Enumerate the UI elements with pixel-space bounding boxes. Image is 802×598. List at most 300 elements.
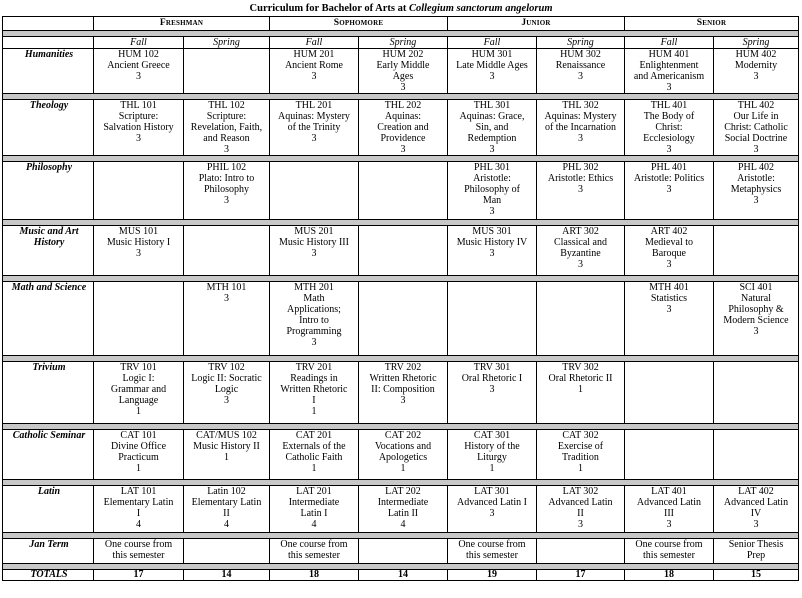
course-line: Senior Thesis [728, 539, 784, 550]
course-line: 3 [400, 144, 406, 155]
course-line: 3 [666, 304, 672, 315]
course-line: THL 101 [120, 100, 157, 111]
course-cell [447, 162, 536, 220]
term-header: Spring [358, 37, 447, 49]
course-cell [184, 162, 270, 220]
course-line: MUS 201 [294, 226, 334, 237]
course-cell [536, 362, 624, 424]
course-line: 1 [136, 406, 142, 417]
course-line: 3 [400, 82, 406, 93]
course-cell [447, 539, 536, 564]
subject-row [3, 162, 799, 220]
course-line: CAT 101 [120, 430, 157, 441]
course-line: THL 202 [384, 100, 422, 111]
course-cell [713, 100, 798, 156]
subject-row [3, 226, 799, 276]
course-line: History of the [464, 441, 520, 452]
course-line: Providence [380, 133, 426, 144]
subject-row [3, 282, 799, 356]
course-line: Tradition [562, 452, 599, 463]
course-line: Aristotle: Politics [633, 173, 705, 184]
course-line: Latin I [300, 508, 328, 519]
course-line: THL 401 [650, 100, 688, 111]
course-line: Ancient Rome [284, 60, 343, 71]
course-cell [358, 226, 447, 276]
course-cell [184, 486, 270, 533]
course-line: MTH 401 [649, 282, 689, 293]
course-cell [536, 282, 624, 356]
course-cell [624, 282, 713, 356]
course-cell [713, 362, 798, 424]
course-line: PHL 302 [562, 162, 599, 173]
course-line: 3 [136, 248, 142, 259]
term-header-row [3, 37, 799, 49]
course-line: Plato: Intro to [198, 173, 255, 184]
course-cell [94, 282, 184, 356]
subject-label-text: Jan Term [29, 539, 69, 550]
course-line: Classical and [553, 237, 607, 248]
course-cell [624, 162, 713, 220]
term-header: Fall [269, 37, 358, 49]
course-line: 3 [577, 133, 583, 144]
course-line: Intro to [299, 315, 329, 326]
course-cell [184, 100, 270, 156]
course-cell [447, 49, 536, 94]
course-cell [94, 486, 184, 533]
course-line: of the Trinity [287, 122, 341, 133]
course-line: HUM 302 [560, 49, 601, 60]
course-line: 3 [666, 184, 672, 195]
course-line: 3 [311, 248, 317, 259]
course-cell [358, 362, 447, 424]
course-line: PHIL 102 [206, 162, 247, 173]
course-line: Philosophy & [728, 304, 784, 315]
totals-value: 19 [447, 570, 536, 581]
course-line: One course from [635, 539, 703, 550]
year-header: Senior [624, 17, 798, 31]
course-cell [713, 162, 798, 220]
course-line: Philosophy of [464, 184, 520, 195]
course-line: THL 201 [295, 100, 333, 111]
course-line: Sin, and [475, 122, 509, 133]
curriculum-table [2, 16, 799, 581]
course-line: THL 402 [737, 100, 775, 111]
course-cell [269, 362, 358, 424]
course-line: Practicum [118, 452, 159, 463]
totals-value: 17 [94, 570, 184, 581]
course-line: ART 402 [650, 226, 688, 237]
course-line: Man [482, 195, 502, 206]
course-cell [358, 100, 447, 156]
subject-row [3, 539, 799, 564]
course-line: Social Doctrine [724, 133, 788, 144]
totals-value: 18 [269, 570, 358, 581]
course-line: 3 [223, 144, 229, 155]
course-line: 3 [311, 337, 317, 348]
course-cell [624, 486, 713, 533]
course-cell [447, 486, 536, 533]
course-cell [624, 100, 713, 156]
course-line: Language [118, 395, 159, 406]
course-line: 1 [223, 452, 229, 463]
term-header: Fall [624, 37, 713, 49]
course-line: Advanced Latin [723, 497, 789, 508]
corner-cell [3, 17, 94, 31]
year-header: Sophomore [269, 17, 447, 31]
course-cell [536, 430, 624, 480]
course-line: Ages [392, 71, 414, 82]
course-cell [536, 49, 624, 94]
course-line: Music History III [278, 237, 349, 248]
course-line: 3 [577, 71, 583, 82]
course-line: III [663, 508, 674, 519]
course-line: Applications; [287, 304, 341, 315]
course-line: Oral Rhetoric I [461, 373, 523, 384]
course-line: 3 [489, 206, 495, 217]
course-cell [536, 162, 624, 220]
course-cell [447, 100, 536, 156]
course-cell [94, 226, 184, 276]
course-cell [358, 49, 447, 94]
course-line: 3 [753, 195, 759, 206]
course-cell [94, 362, 184, 424]
course-line: 3 [223, 395, 229, 406]
course-line: Intermediate [288, 497, 340, 508]
course-line: II: Composition [371, 384, 435, 395]
course-cell [624, 226, 713, 276]
course-line: Our Life in [733, 111, 779, 122]
course-line: 3 [577, 184, 583, 195]
subject-label-text: Math and Science [11, 282, 87, 293]
course-line: Baroque [652, 248, 686, 259]
subject-label-text: Trivium [32, 362, 66, 373]
course-line: MUS 301 [472, 226, 512, 237]
course-cell [713, 430, 798, 480]
course-line: LAT 202 [385, 486, 421, 497]
course-line: I [136, 508, 141, 519]
course-line: 3 [666, 144, 672, 155]
totals-row [3, 570, 799, 581]
course-line: Christ: Catholic [724, 122, 788, 133]
course-line: 3 [753, 144, 759, 155]
course-line: Early Middle [376, 60, 430, 71]
course-line: THL 302 [562, 100, 599, 111]
course-line: Latin 102 [207, 486, 246, 497]
course-cell [94, 100, 184, 156]
course-line: TRV 202 [384, 362, 422, 373]
course-line: Latin II [387, 508, 419, 519]
subject-row [3, 486, 799, 533]
course-line: this semester [466, 550, 518, 561]
course-line: Revelation, Faith, [190, 122, 263, 133]
course-line: SCI 401 [739, 282, 773, 293]
curriculum-body [3, 17, 799, 581]
year-header: Freshman [94, 17, 270, 31]
course-line: Creation and [377, 122, 429, 133]
course-cell [447, 226, 536, 276]
course-line: Intermediate [377, 497, 429, 508]
course-line: 1 [577, 384, 583, 395]
course-cell [447, 430, 536, 480]
course-line: Metaphysics [730, 184, 782, 195]
course-cell [624, 539, 713, 564]
course-line: 3 [136, 133, 142, 144]
course-line: this semester [112, 550, 165, 561]
course-line: HUM 102 [118, 49, 159, 60]
course-line: 3 [666, 259, 672, 270]
course-line: CAT 202 [384, 430, 422, 441]
course-line: 1 [577, 463, 583, 474]
course-line: Vocations and [374, 441, 432, 452]
subject-row [3, 430, 799, 480]
course-line: Advanced Latin [636, 497, 702, 508]
course-line: Advanced Latin [548, 497, 613, 508]
course-line: Modernity [734, 60, 778, 71]
subject-label [3, 486, 94, 533]
course-line: Enlightenment [639, 60, 699, 71]
course-line: 3 [489, 144, 495, 155]
course-cell [358, 430, 447, 480]
term-header: Spring [713, 37, 798, 49]
course-line: 4 [311, 519, 317, 530]
course-line: 1 [400, 463, 406, 474]
course-cell [94, 162, 184, 220]
course-cell [94, 430, 184, 480]
course-line: Medieval to [644, 237, 693, 248]
course-line: this semester [643, 550, 695, 561]
totals-value: 15 [713, 570, 798, 581]
course-cell [184, 49, 270, 94]
course-cell [184, 282, 270, 356]
totals-label: TOTALS [3, 570, 94, 581]
course-line: 1 [311, 463, 317, 474]
subject-label [3, 362, 94, 424]
course-cell [269, 539, 358, 564]
subject-label [3, 282, 94, 356]
course-line: 4 [136, 519, 142, 530]
course-line: LAT 101 [120, 486, 157, 497]
course-cell [184, 430, 270, 480]
title-school: Collegium sanctorum angelorum [408, 3, 553, 14]
course-line: Scripture: [206, 111, 247, 122]
course-line: 4 [400, 519, 406, 530]
course-cell [269, 100, 358, 156]
course-line: Aquinas: [384, 111, 422, 122]
course-line: 3 [666, 519, 672, 530]
totals-value: 18 [624, 570, 713, 581]
course-cell [94, 539, 184, 564]
course-line: LAT 301 [474, 486, 510, 497]
course-line: Philosophy [203, 184, 249, 195]
course-cell [184, 362, 270, 424]
course-cell [713, 539, 798, 564]
course-line: Logic [214, 384, 239, 395]
course-line: Liturgy [477, 452, 507, 463]
course-line: Ancient Greece [107, 60, 170, 71]
course-cell [447, 282, 536, 356]
course-line: Redemption [467, 133, 517, 144]
course-cell [358, 539, 447, 564]
course-line: of the Incarnation [544, 122, 617, 133]
course-line: 3 [489, 71, 495, 82]
course-line: MTH 201 [294, 282, 334, 293]
term-corner-cell [3, 37, 94, 49]
course-line: Aristotle: Ethics [547, 173, 614, 184]
subject-label-text: Humanities [24, 49, 74, 60]
course-line: Apologetics [378, 452, 428, 463]
term-header: Fall [447, 37, 536, 49]
course-cell [269, 226, 358, 276]
course-line: 1 [489, 463, 495, 474]
course-line: One course from [104, 539, 173, 550]
course-line: TRV 301 [473, 362, 511, 373]
course-line: 3 [577, 259, 583, 270]
course-line: Elementary Latin [191, 497, 262, 508]
course-line: Salvation History [103, 122, 174, 133]
course-line: Aquinas: Mystery [544, 111, 617, 122]
course-line: Aquinas: Grace, [459, 111, 525, 122]
course-line: The Body of [643, 111, 695, 122]
course-line: THL 301 [473, 100, 511, 111]
course-line: PHL 402 [737, 162, 774, 173]
course-cell [536, 226, 624, 276]
course-line: Late Middle Ages [456, 60, 528, 71]
course-line: 3 [489, 384, 495, 395]
course-line: Written Rhetoric [280, 384, 348, 395]
course-line: Written Rhetoric [369, 373, 437, 384]
subject-label [3, 539, 94, 564]
course-cell [536, 100, 624, 156]
course-line: IV [750, 508, 762, 519]
course-line: MTH 101 [206, 282, 247, 293]
page-title [0, 2, 802, 15]
course-line: 1 [311, 406, 317, 417]
course-line: TRV 101 [120, 362, 157, 373]
course-line: HUM 301 [471, 49, 513, 60]
course-line: Prep [746, 550, 766, 561]
course-line: HUM 402 [735, 49, 777, 60]
course-line: TRV 201 [295, 362, 333, 373]
subject-row [3, 362, 799, 424]
course-line: Aristotle: [737, 173, 775, 184]
course-line: LAT 402 [738, 486, 774, 497]
course-line: and Americanism [633, 71, 705, 82]
course-cell [269, 282, 358, 356]
course-line: Readings in [290, 373, 338, 384]
subject-label [3, 226, 94, 276]
course-line: HUM 401 [648, 49, 690, 60]
course-line: Divine Office [110, 441, 167, 452]
course-line: Byzantine [560, 248, 601, 259]
course-cell [713, 49, 798, 94]
course-line: Christ: [655, 122, 683, 133]
course-line: HUM 202 [382, 49, 424, 60]
course-line: 1 [136, 463, 142, 474]
subject-label [3, 100, 94, 156]
course-line: 3 [753, 326, 759, 337]
course-line: Programming [286, 326, 342, 337]
course-line: 3 [666, 82, 672, 93]
course-line: CAT/MUS 102 [196, 430, 257, 441]
subject-label-text: Catholic Seminar [12, 430, 86, 441]
course-line: 3 [400, 395, 406, 406]
course-line: Renaissance [555, 60, 606, 71]
course-line: LAT 401 [651, 486, 687, 497]
course-line: LAT 201 [296, 486, 332, 497]
course-line: this semester [288, 550, 340, 561]
course-line: 3 [223, 195, 229, 206]
course-cell [269, 430, 358, 480]
course-cell [358, 162, 447, 220]
course-line: 3 [311, 71, 317, 82]
course-cell [624, 362, 713, 424]
course-line: Grammar and [110, 384, 167, 395]
course-line: Oral Rhetoric II [548, 373, 613, 384]
subject-label [3, 430, 94, 480]
course-line: Statistics [650, 293, 688, 304]
course-cell [94, 49, 184, 94]
course-line: TRV 102 [208, 362, 245, 373]
course-line: Logic I: [122, 373, 155, 384]
subject-label [3, 162, 94, 220]
course-cell [713, 226, 798, 276]
year-header: Junior [447, 17, 624, 31]
title-prefix: Curriculum for Bachelor of Arts at [249, 3, 409, 14]
course-line: CAT 201 [295, 430, 333, 441]
course-cell [269, 162, 358, 220]
totals-value: 14 [184, 570, 270, 581]
course-cell [447, 362, 536, 424]
subject-label [3, 49, 94, 94]
course-line: Modern Science [723, 315, 789, 326]
course-line: 3 [136, 71, 142, 82]
course-line: TRV 302 [562, 362, 599, 373]
course-line: Scripture: [118, 111, 159, 122]
course-line: Aquinas: Mystery [277, 111, 350, 122]
course-line: Ecclesiology [643, 133, 695, 144]
course-line: Exercise of [557, 441, 604, 452]
course-line: PHL 301 [473, 162, 510, 173]
course-line: Elementary Latin [103, 497, 174, 508]
course-cell [536, 539, 624, 564]
course-cell [184, 226, 270, 276]
course-cell [184, 539, 270, 564]
course-line: Logic II: Socratic [191, 373, 262, 384]
term-header: Spring [184, 37, 270, 49]
course-line: Natural [740, 293, 771, 304]
course-cell [269, 486, 358, 533]
subject-label-text: Theology [29, 100, 69, 111]
totals-value: 17 [536, 570, 624, 581]
course-line: One course from [458, 539, 526, 550]
course-line: II [223, 508, 230, 519]
course-cell [536, 486, 624, 533]
subject-label-text: Philosophy [25, 162, 73, 173]
course-line: 3 [489, 248, 495, 259]
course-line: 3 [753, 519, 759, 530]
course-line: Music History I [106, 237, 171, 248]
course-cell [624, 49, 713, 94]
course-cell [713, 486, 798, 533]
course-line: CAT 302 [562, 430, 599, 441]
course-line: 3 [753, 71, 759, 82]
course-line: HUM 201 [293, 49, 335, 60]
course-cell [358, 486, 447, 533]
subject-row [3, 49, 799, 94]
course-line: 3 [577, 519, 583, 530]
course-line: II [577, 508, 584, 519]
subject-label-text: Latin [37, 486, 61, 497]
